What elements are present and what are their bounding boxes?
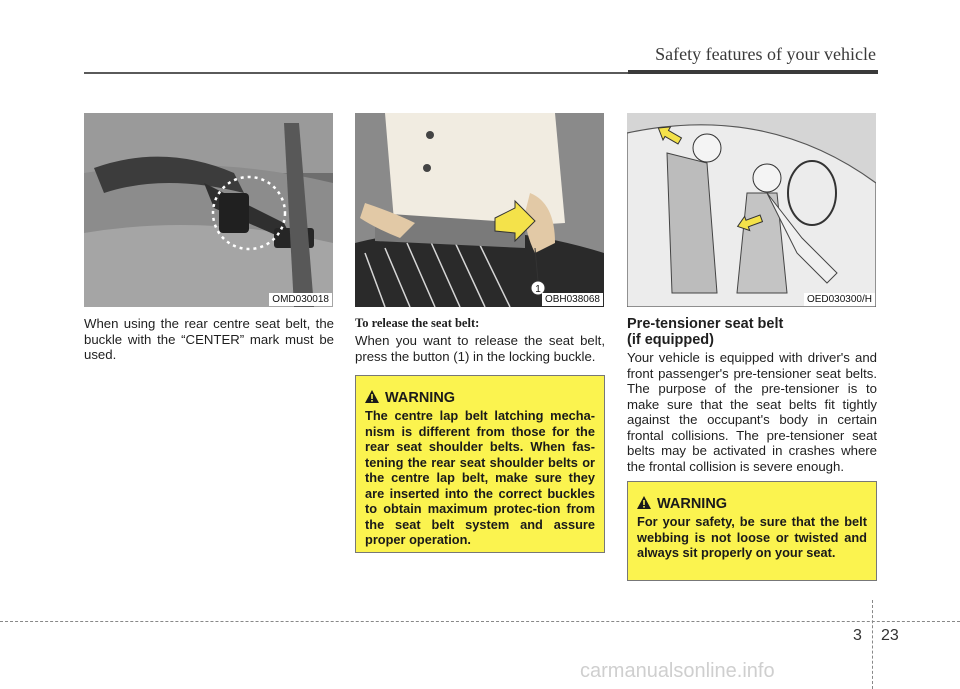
rear-centre-belt-photo xyxy=(84,113,333,307)
warning-body: For your safety, be sure that the belt webbing is not loose or twisted and always sit properly on your seat. xyxy=(637,514,867,560)
centre-belt-paragraph: When using the rear centre seat belt, the buckle with the “CENTER” mark must be used. xyxy=(84,316,334,362)
page-number: 23 xyxy=(881,627,899,644)
release-belt-photo xyxy=(355,113,604,307)
pretensioner-heading-line2: (if equipped) xyxy=(627,332,714,348)
footer-rule xyxy=(0,621,960,622)
footer-divider xyxy=(872,600,873,689)
pretensioner-heading xyxy=(627,316,877,348)
warning-triangle-icon xyxy=(636,495,652,510)
chapter-number: 3 xyxy=(853,627,862,644)
callout-number: 1 xyxy=(535,284,541,295)
warning-box-belt-webbing xyxy=(627,481,877,581)
watermark: carmanualsonline.info xyxy=(580,660,775,682)
warning-body: The centre lap belt latching mecha-nism is different from those for the rear seat shoulder belts. When fas-tening the rear seat shoulder belts or the centre lap belt, make sure they are inserted into the correct buckles to obtain maximum protec-tion from the seat belt system and assure proper operation. xyxy=(365,408,595,547)
photo-caption: OED030300/H xyxy=(804,293,875,306)
release-belt-paragraph: When you want to release the seat belt, press the button (1) in the locking buckle. xyxy=(355,333,605,364)
release-belt-heading: To release the seat belt: xyxy=(355,316,480,330)
warning-title: WARNING xyxy=(385,390,456,406)
pretensioner-paragraph: Your vehicle is equipped with driver's and front passenger's pre-tensioner seat belts. The purpose of the pre-tensioner is to make sure that the seat belts fit tightly against the occupant's body in certain frontal collisions. The pre-tensioner seat belts may be activated in crashes where the frontal collision is severe enough. xyxy=(627,350,877,474)
warning-title: WARNING xyxy=(657,496,728,512)
pretensioner-illustration xyxy=(627,113,876,307)
header-rule-accent xyxy=(628,70,878,74)
pretensioner-heading-line1: Pre-tensioner seat belt xyxy=(627,316,784,332)
warning-triangle-icon xyxy=(364,389,380,404)
photo-caption: OBH038068 xyxy=(542,293,603,306)
running-header: Safety features of your vehicle xyxy=(655,44,876,64)
warning-box-centre-belt xyxy=(355,375,605,553)
photo-caption: OMD030018 xyxy=(269,293,332,306)
